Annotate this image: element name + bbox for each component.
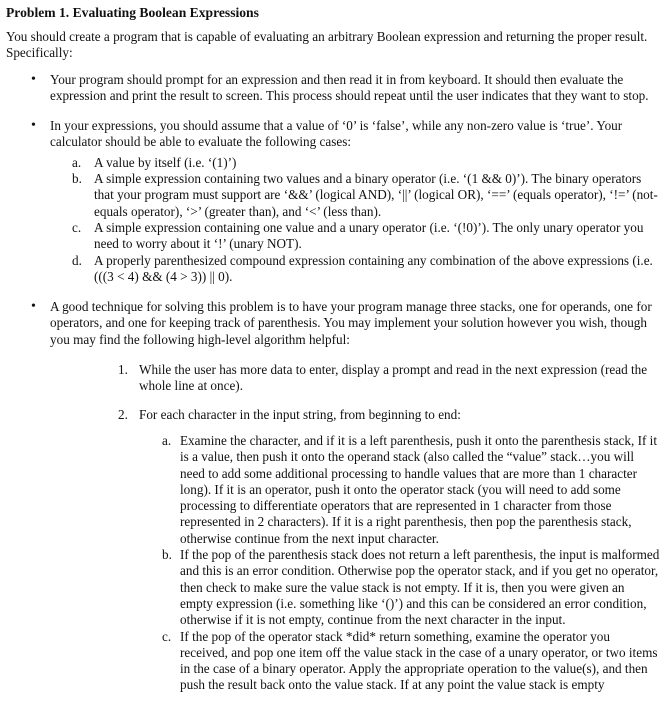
step-number: 2. [118, 406, 128, 422]
substep-text: Examine the character, and if it is a left parenthesis, push it onto the parenthesis stack, If it is a value, then push it onto the operand stack (also called the “value” stack…you will need to add some additional processing to handle values that are more than 1 character long). If it is an operator, push it onto the operator stack (you will need to add some processing to differentiate operators that are represented in 1 character from those represented in 2 characters). If it is a right parenthesis, then pop the parenthesis stack, otherwise continue from the next input character. [180, 432, 657, 546]
bullet-dot-icon: • [31, 118, 36, 134]
substep-item [6, 629, 660, 694]
substep-item [6, 433, 660, 547]
intro-paragraph: You should create a program that is capable of evaluating an arbitrary Boolean expression and returning the proper result. Specifically: [6, 29, 648, 61]
case-marker: b. [72, 171, 82, 187]
bullet-item [6, 72, 660, 105]
case-marker: d. [72, 252, 82, 268]
case-item [50, 155, 660, 171]
bullet-item [6, 299, 660, 348]
case-text: A value by itself (i.e. ‘(1)’) [94, 154, 237, 170]
bullet-dot-icon: • [31, 299, 36, 315]
substep-marker: c. [162, 628, 172, 644]
substeps-list [139, 433, 660, 694]
bullet-dot-icon: • [31, 71, 36, 87]
case-text: A simple expression containing two values and a binary operator (i.e. ‘(1 && 0)’). The binary operators that your program must support are ‘&&’ (logical AND), ‘||’ (logical OR), ‘==’ (equals operator), ‘!=’ (not-equals operator), ‘>’ (greater than), and ‘<’ (less than). [94, 171, 658, 219]
case-marker: c. [72, 219, 82, 235]
bullet-item [6, 118, 660, 285]
step-item [6, 407, 660, 694]
step-item [6, 362, 660, 395]
substep-item [6, 547, 660, 628]
case-marker: a. [72, 154, 82, 170]
cases-list [50, 155, 660, 285]
case-text: A properly parenthesized compound expression containing any combination of the above expressions (i.e. (((3 < 4) && (4 > 3)) || 0). [94, 252, 653, 284]
bullet-text: Your program should prompt for an expression and then read it in from keyboard. It should then evaluate the expression and print the result to screen. This process should repeat until the user indicates that they want to stop. [50, 71, 649, 103]
bullet-text: In your expressions, you should assume that a value of ‘0’ is ‘false’, while any non-zero value is ‘true’. Your calculator should be able to evaluate the following cases: [50, 118, 623, 150]
algorithm-steps [6, 362, 660, 694]
substep-marker: a. [162, 432, 172, 448]
problem-title: Problem 1. Evaluating Boolean Expressions [6, 5, 259, 20]
bullet-text: A good technique for solving this problem is to have your program manage three stacks, one for operands, one for operators, and one for keeping track of parenthesis. You may implement your solution however you wish, though you may find the following high-level algorithm helpful: [50, 299, 652, 347]
step-number: 1. [118, 362, 128, 378]
document-page [6, 4, 660, 706]
substep-text: If the pop of the operator stack *did* return something, examine the operator you received, and pop one item off the value stack in the case of a unary operator, or two items in the case of a binary operator. Apply the appropriate operation to the value(s), and then push the result back onto the value stack. If at any point the value stack is empty [180, 628, 658, 693]
case-item [50, 171, 660, 220]
case-item [50, 220, 660, 253]
substep-marker: b. [162, 547, 172, 563]
step-text: For each character in the input string, from beginning to end: [139, 406, 461, 422]
case-text: A simple expression containing one value and a unary operator (i.e. ‘(!0)’). The only unary operator you need to worry about it ‘!’ (unary NOT). [94, 219, 644, 252]
step-text: While the user has more data to enter, display a prompt and read in the next expression (read the whole line at once). [139, 362, 648, 394]
case-item [50, 253, 660, 286]
substep-text: If the pop of the parenthesis stack does not return a left parenthesis, the input is malformed and this is an error condition. Otherwise pop the operator stack, and if you get no operator, then check to make sure the value stack is not empty. If it is, then you were given an empty expression (i.e. something like ‘()’) and this can be considered an error condition, otherwise if it is not empty, continue from the next character in the input. [180, 547, 660, 628]
